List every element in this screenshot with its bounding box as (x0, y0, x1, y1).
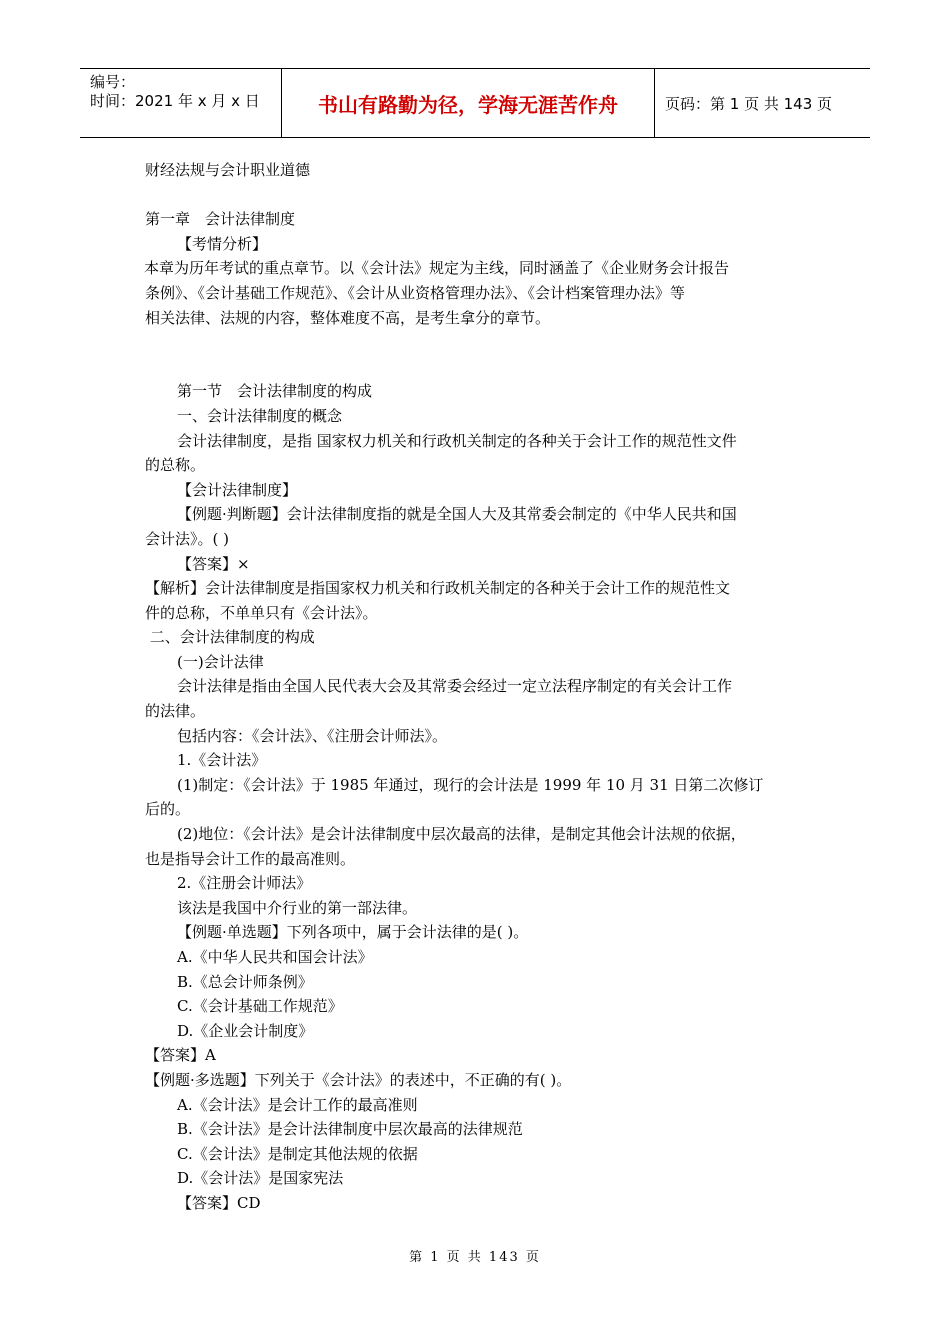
paragraph-line: 也是指导会计工作的最高准则。 (145, 849, 356, 868)
paragraph-line: 包括内容：《会计法》、《注册会计师法》。 (177, 726, 448, 745)
paragraph-line: (1)制定：《会计法》于 1985 年通过，现行的会计法是 1999 年 10 月 31 日第二次修订 (177, 775, 764, 794)
example-question: 【例题·单选题】下列各项中，属于会计法律的是( )。 (177, 923, 529, 942)
chapter-heading: 第一章 会计法律制度 (145, 210, 296, 229)
blank-line (145, 183, 815, 208)
example-question: 【例题·多选题】下列关于《会计法》的表述中，不正确的有( )。 (145, 1070, 572, 1089)
header-meta (80, 69, 282, 137)
option-line: C.《会计法》是制定其他法规的依据 (177, 1144, 418, 1163)
paragraph-line: 相关法律、法规的内容，整体难度不高，是考生拿分的章节。 (145, 308, 551, 327)
section-heading: 第一节 会计法律制度的构成 (177, 382, 373, 401)
section-label: 【会计法律制度】 (177, 480, 298, 499)
paragraph-line: 本章为历年考试的重点章节。以《会计法》规定为主线，同时涵盖了《企业财务会计报告 (144, 259, 730, 278)
example-question: 【例题·判断题】会计法律制度指的就是全国人大及其常委会制定的《中华人民共和国 (177, 505, 737, 524)
option-line: D.《会计法》是国家宪法 (177, 1169, 344, 1188)
explanation-line: 【解析】会计法律制度是指国家权力机关和行政机关制定的各种关于会计工作的规范性文 (145, 579, 731, 598)
example-question: 会计法》。( ) (145, 529, 229, 548)
subsection-heading: (一)会计法律 (177, 652, 264, 671)
paragraph-line: 会计法律是指由全国人民代表大会及其常委会经过一定立法程序制定的有关会计工作 (177, 677, 733, 696)
answer-line: 【答案】A (145, 1046, 216, 1065)
paragraph-line: 的总称。 (145, 456, 206, 475)
document-body (145, 158, 815, 1216)
subsection-heading: 二、会计法律制度的构成 (145, 628, 315, 647)
document-date: 时间：2021 年 x 月 x 日 (90, 92, 260, 110)
paragraph-line: 该法是我国中介行业的第一部法律。 (177, 898, 418, 917)
option-line: C.《会计基础工作规范》 (177, 997, 343, 1016)
answer-line: 【答案】× (177, 554, 250, 573)
header-page-info: 页码：第 1 页 共 143 页 (665, 94, 833, 113)
paragraph-line: 会计法律制度，是指 国家权力机关和行政机关制定的各种关于会计工作的规范性文件 (177, 431, 737, 450)
option-line: B.《会计法》是会计法律制度中层次最高的法律规范 (177, 1120, 523, 1139)
option-line: B.《总会计师条例》 (177, 972, 313, 991)
paragraph-line: 条例》、《会计基础工作规范》、《会计从业资格管理办法》、《会计档案管理办法》等 (145, 283, 686, 302)
blank-line (145, 355, 815, 380)
header-motto: 书山有路勤为径，学海无涯苦作舟 (282, 69, 655, 137)
paragraph-line: 的法律。 (145, 702, 206, 721)
list-heading: 2.《注册会计师法》 (177, 874, 312, 893)
blank-line (145, 330, 815, 355)
page-header (80, 68, 870, 138)
option-line: A.《会计法》是会计工作的最高准则 (177, 1095, 418, 1114)
subsection-heading: 一、会计法律制度的概念 (177, 406, 343, 425)
doc-title: 财经法规与会计职业道德 (145, 161, 311, 179)
document-number-label: 编号： (90, 73, 136, 91)
page-footer: 第 1 页 共 143 页 (409, 1250, 541, 1265)
option-line: A.《中华人民共和国会计法》 (177, 948, 373, 966)
paragraph-line: (2)地位：《会计法》是会计法律制度中层次最高的法律，是制定其他会计法规的依据， (177, 825, 746, 844)
explanation-line: 件的总称，不单单只有《会计法》。 (145, 603, 378, 622)
list-heading: 1.《会计法》 (177, 751, 267, 770)
option-line: D.《企业会计制度》 (177, 1021, 314, 1040)
section-label: 【考情分析】 (177, 234, 268, 253)
answer-line: 【答案】CD (177, 1193, 261, 1212)
paragraph-line: 后的。 (145, 800, 191, 819)
